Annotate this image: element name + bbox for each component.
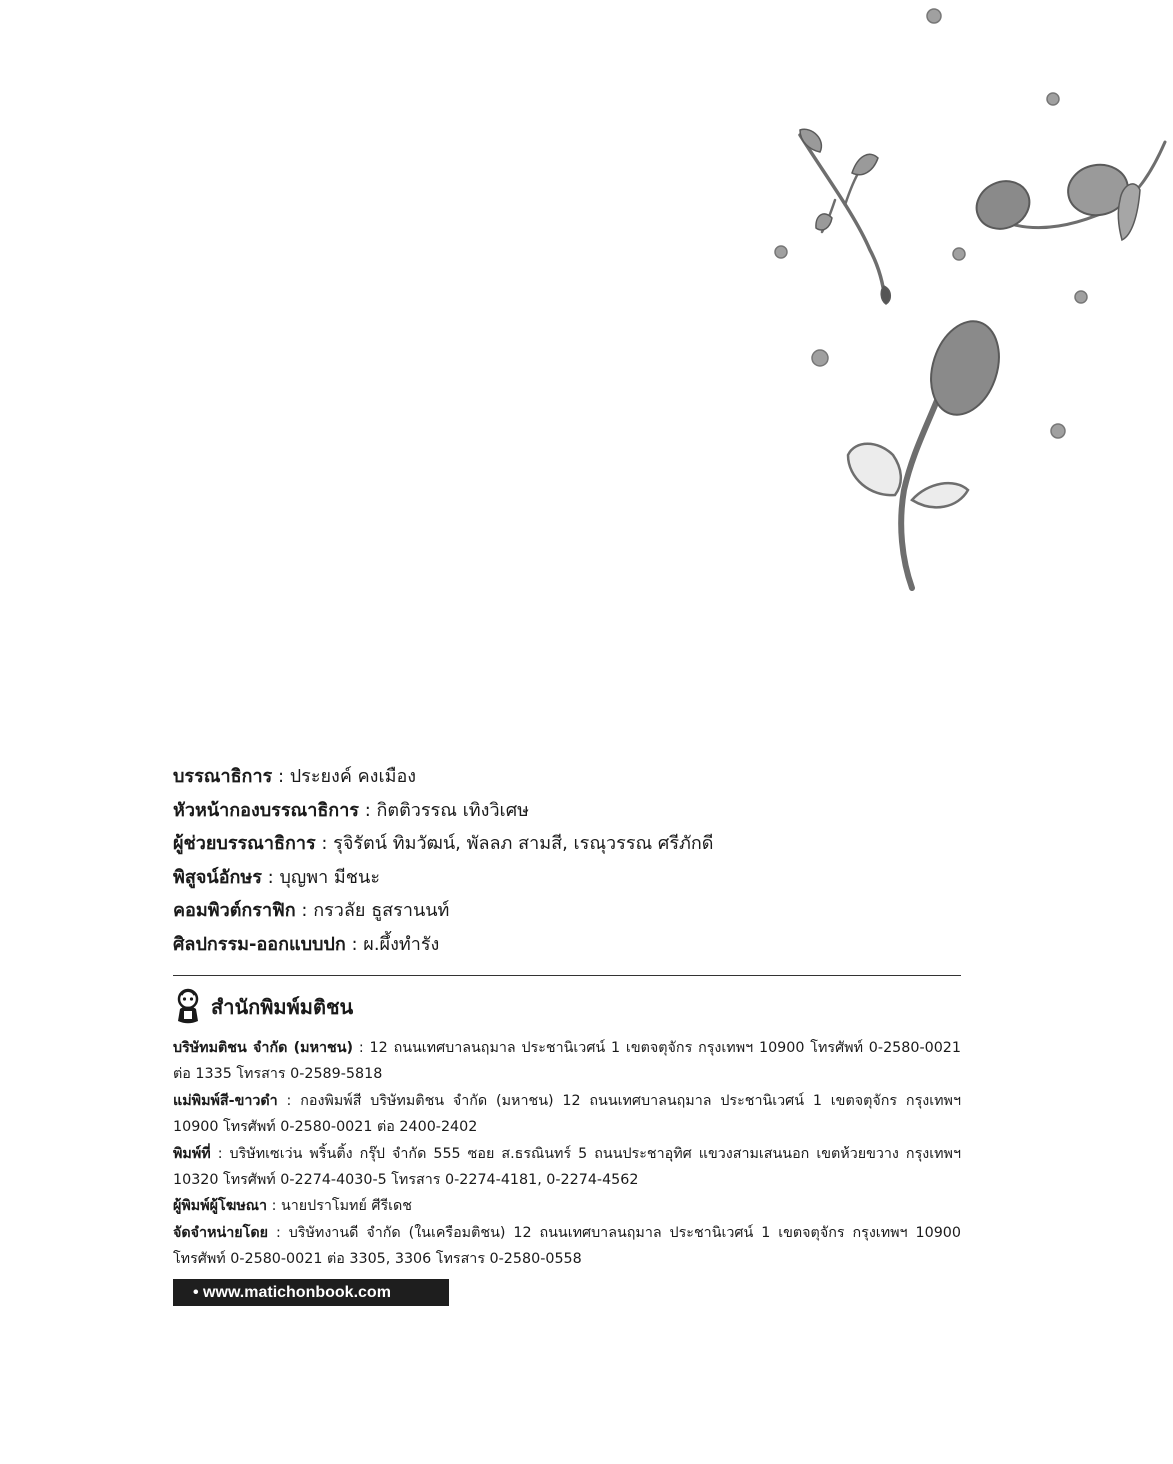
seed-dot xyxy=(1047,93,1059,105)
credit-line: บรรณาธิการ : ประยงค์ คงเมือง xyxy=(173,766,417,787)
left-sprig-tip xyxy=(881,286,890,304)
seed-dot xyxy=(927,9,941,23)
seed-dot xyxy=(953,248,965,260)
website-banner: • www.matichonbook.com xyxy=(173,1279,449,1306)
imprint-text: 12 ถนนเทศบาลนฤมาล ประชานิเวศน์ 1 เขตจตุจักร กรุงเทพฯ 10900 โทรศัพท์ 0-2580-0021 ต่อ 1335 โทรสาร 0-2589-5818 xyxy=(173,1040,961,1083)
imprint-entry: ผู้พิมพ์ผู้โฆษณา : นายปราโมทย์ ศีรีเดช xyxy=(173,1198,412,1215)
credit-role: บรรณาธิการ xyxy=(173,766,273,787)
credit-names: บุญพา มีชนะ xyxy=(279,866,380,888)
imprint-block xyxy=(173,1035,961,1273)
left-leaf xyxy=(848,444,901,495)
seed-dot xyxy=(775,246,787,258)
credit-line: คอมพิวต์กราฟิก : กรวลัย ธูสรานนท์ xyxy=(173,900,450,921)
divider-rule xyxy=(173,975,961,976)
credit-names: กรวลัย ธูสรานนท์ xyxy=(313,900,450,921)
left-sprig-leaf-2 xyxy=(816,214,832,230)
credit-role: หัวหน้ากองบรรณาธิการ xyxy=(173,799,359,821)
imprint-label: ผู้พิมพ์ผู้โฆษณา xyxy=(173,1198,268,1215)
credit-line: ผู้ช่วยบรรณาธิการ : รุจิรัตน์ ทิมวัฒน์, พัลลภ สามสี, เรณุวรรณ ศรีภักดี xyxy=(173,833,714,854)
left-sprig-leaf-top xyxy=(800,129,821,152)
imprint-text: กองพิมพ์สี บริษัทมติชน จำกัด (มหาชน) 12 ถนนเทศบาลนฤมาล ประชานิเวศน์ 1 เขตจตุจักร กรุงเทพฯ 10900 โทรศัพท์ 0-2580-0021 ต่อ 2400-2402 xyxy=(173,1092,962,1136)
editorial-credits xyxy=(173,760,973,961)
imprint-label: จัดจำหน่ายโดย xyxy=(173,1224,269,1241)
credit-role: พิสูจน์อักษร xyxy=(173,866,262,888)
credit-line: พิสูจน์อักษร : บุญพา มีชนะ xyxy=(173,866,380,888)
publisher-header xyxy=(173,987,353,1027)
seed-dot xyxy=(812,350,828,366)
credit-role: ผู้ช่วยบรรณาธิการ xyxy=(173,833,316,854)
credit-names: รุจิรัตน์ ทิมวัฒน์, พัลลภ สามสี, เรณุวรรณ ศรีภักดี xyxy=(333,833,714,854)
imprint-label: แม่พิมพ์สี-ขาวดำ xyxy=(173,1092,278,1109)
seed-dot xyxy=(1075,291,1087,303)
imprint-entry: จัดจำหน่ายโดย : บริษัทงานดี จำกัด (ในเครือมติชน) 12 ถนนเทศบาลนฤมาล ประชานิเวศน์ 1 เขตจตุจักร กรุงเทพฯ 10900 โทรศัพท์ 0-2580-0021 ต่อ 3305, 3306 โทรสาร 0-2580-0558 xyxy=(173,1224,961,1268)
credit-names: ผ.ผึ้งทำรัง xyxy=(363,933,440,955)
right-leaf xyxy=(912,483,968,507)
imprint-label: บริษัทมติชน จำกัด (มหาชน) xyxy=(173,1040,354,1056)
upper-right-leaf-c xyxy=(1118,184,1140,240)
imprint-label: พิมพ์ที่ xyxy=(173,1145,211,1162)
seed-dot xyxy=(1051,424,1065,438)
imprint-entry: บริษัทมติชน จำกัด (มหาชน) : 12 ถนนเทศบาลนฤมาล ประชานิเวศน์ 1 เขตจตุจักร กรุงเทพฯ 10900 โทรศัพท์ 0-2580-0021 ต่อ 1335 โทรสาร 0-2589-5818 xyxy=(173,1040,961,1083)
credit-role: คอมพิวต์กราฟิก xyxy=(173,900,296,921)
imprint-text: บริษัทเซเว่น พริ้นติ้ง กรุ๊ป จำกัด 555 ซอย ส.ธรณินทร์ 5 ถนนประชาอุทิศ แขวงสามเสนนอก เขตห้วยขวาง กรุงเทพฯ 10320 โทรศัพท์ 0-2274-4030-5 โทรสาร 0-2274-4181, 0-2274-4562 xyxy=(173,1145,961,1189)
publisher-mascot-icon xyxy=(173,987,203,1027)
imprint-text: บริษัทงานดี จำกัด (ในเครือมติชน) 12 ถนนเทศบาลนฤมาล ประชานิเวศน์ 1 เขตจตุจักร กรุงเทพฯ 10900 โทรศัพท์ 0-2580-0021 ต่อ 3305, 3306 โทรสาร 0-2580-0558 xyxy=(173,1224,961,1268)
credit-role: ศิลปกรรม-ออกแบบปก xyxy=(173,933,346,955)
publisher-name: สำนักพิมพ์มติชน xyxy=(211,995,354,1019)
imprint-entry: พิมพ์ที่ : บริษัทเซเว่น พริ้นติ้ง กรุ๊ป จำกัด 555 ซอย ส.ธรณินทร์ 5 ถนนประชาอุทิศ แขวงสามเสนนอก เขตห้วยขวาง กรุงเทพฯ 10320 โทรศัพท์ 0-2274-4030-5 โทรสาร 0-2274-4181, 0-2274-4562 xyxy=(173,1145,961,1189)
credit-line: ศิลปกรรม-ออกแบบปก : ผ.ผึ้งทำรัง xyxy=(173,933,440,955)
credit-line: หัวหน้ากองบรรณาธิการ : กิตติวรรณ เทิงวิเศษ xyxy=(173,799,529,821)
credit-names: ประยงค์ คงเมือง xyxy=(289,766,417,787)
imprint-entry: แม่พิมพ์สี-ขาวดำ : กองพิมพ์สี บริษัทมติชน จำกัด (มหาชน) 12 ถนนเทศบาลนฤมาล ประชานิเวศน์ 1 เขตจตุจักร กรุงเทพฯ 10900 โทรศัพท์ 0-2580-0021 ต่อ 2400-2402 xyxy=(173,1092,962,1136)
credit-names: กิตติวรรณ เทิงวิเศษ xyxy=(376,799,529,821)
left-sprig-leaf xyxy=(852,154,878,174)
imprint-text: นายปราโมทย์ ศีรีเดช xyxy=(280,1198,412,1215)
pencil-plant-illustration xyxy=(760,0,1173,600)
